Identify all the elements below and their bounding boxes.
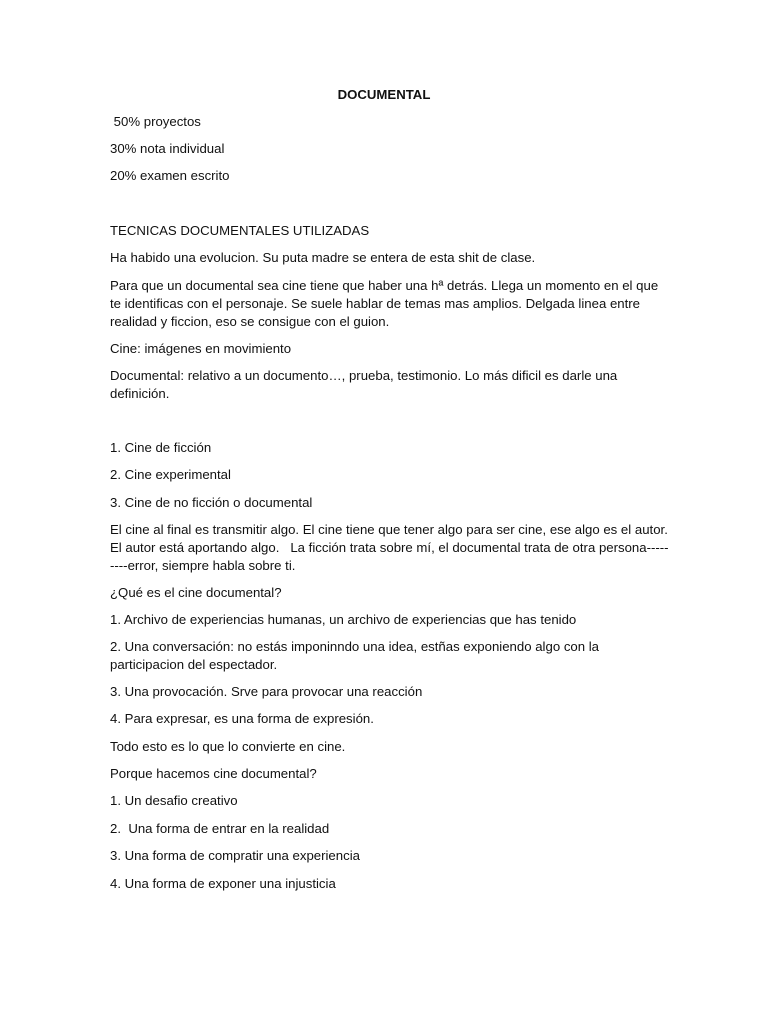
cinema-type-nonfiction: 3. Cine de no ficción o documental (110, 495, 313, 510)
paragraph-conclusion: Todo esto es lo que lo convierte en cine. (110, 739, 346, 754)
paragraph-evolution: Ha habido una evolucion. Su puta madre se entera de esta shit de clase. (110, 250, 536, 265)
grading-item-projects: 50% proyectos (110, 114, 201, 129)
paragraph-documental-cine: Para que un documental sea cine tiene que haber una hª detrás. Llega un momento en el que te identificas con el personaje. Se suele hablar de temas mas amplios. Delgada linea entre realidad y ficcion, eso se consigue con el guion. (110, 278, 662, 329)
grading-item-individual: 30% nota individual (110, 141, 225, 156)
paragraph-cine-definition: Cine: imágenes en movimiento (110, 341, 292, 356)
list-item-enter-reality: 2. Una forma de entrar en la realidad (110, 821, 330, 836)
page-title: DOCUMENTAL (337, 87, 431, 102)
cinema-type-fiction: 1. Cine de ficción (110, 440, 212, 455)
list-item-share-experience: 3. Una forma de compratir una experiencia (110, 848, 360, 863)
section-heading: TECNICAS DOCUMENTALES UTILIZADAS (110, 223, 370, 238)
paragraph-documental-definition: Documental: relativo a un documento…, prueba, testimonio. Lo más dificil es darle una definición. (110, 368, 621, 401)
grading-item-exam: 20% examen escrito (110, 168, 230, 183)
cinema-type-experimental: 2. Cine experimental (110, 467, 231, 482)
list-item-expression: 4. Para expresar, es una forma de expresión. (110, 711, 374, 726)
question-what-is-documentary: ¿Qué es el cine documental? (110, 585, 282, 600)
list-item-archive: 1. Archivo de experiencias humanas, un archivo de experiencias que has tenido (110, 612, 577, 627)
list-item-conversation: 2. Una conversación: no estás imponinndo una idea, estñas exponiendo algo con la participacion del espectador. (110, 639, 603, 672)
paragraph-author: El cine al final es transmitir algo. El cine tiene que tener algo para ser cine, ese algo es el autor. El autor está aportando algo. La ficción trata sobre mí, el documental trata de otra persona---------error, siempre habla sobre ti. (110, 522, 672, 573)
question-why-documentary: Porque hacemos cine documental? (110, 766, 317, 781)
list-item-creative-challenge: 1. Un desafio creativo (110, 793, 238, 808)
list-item-expose-injustice: 4. Una forma de exponer una injusticia (110, 876, 336, 891)
list-item-provocation: 3. Una provocación. Srve para provocar una reacción (110, 684, 423, 699)
